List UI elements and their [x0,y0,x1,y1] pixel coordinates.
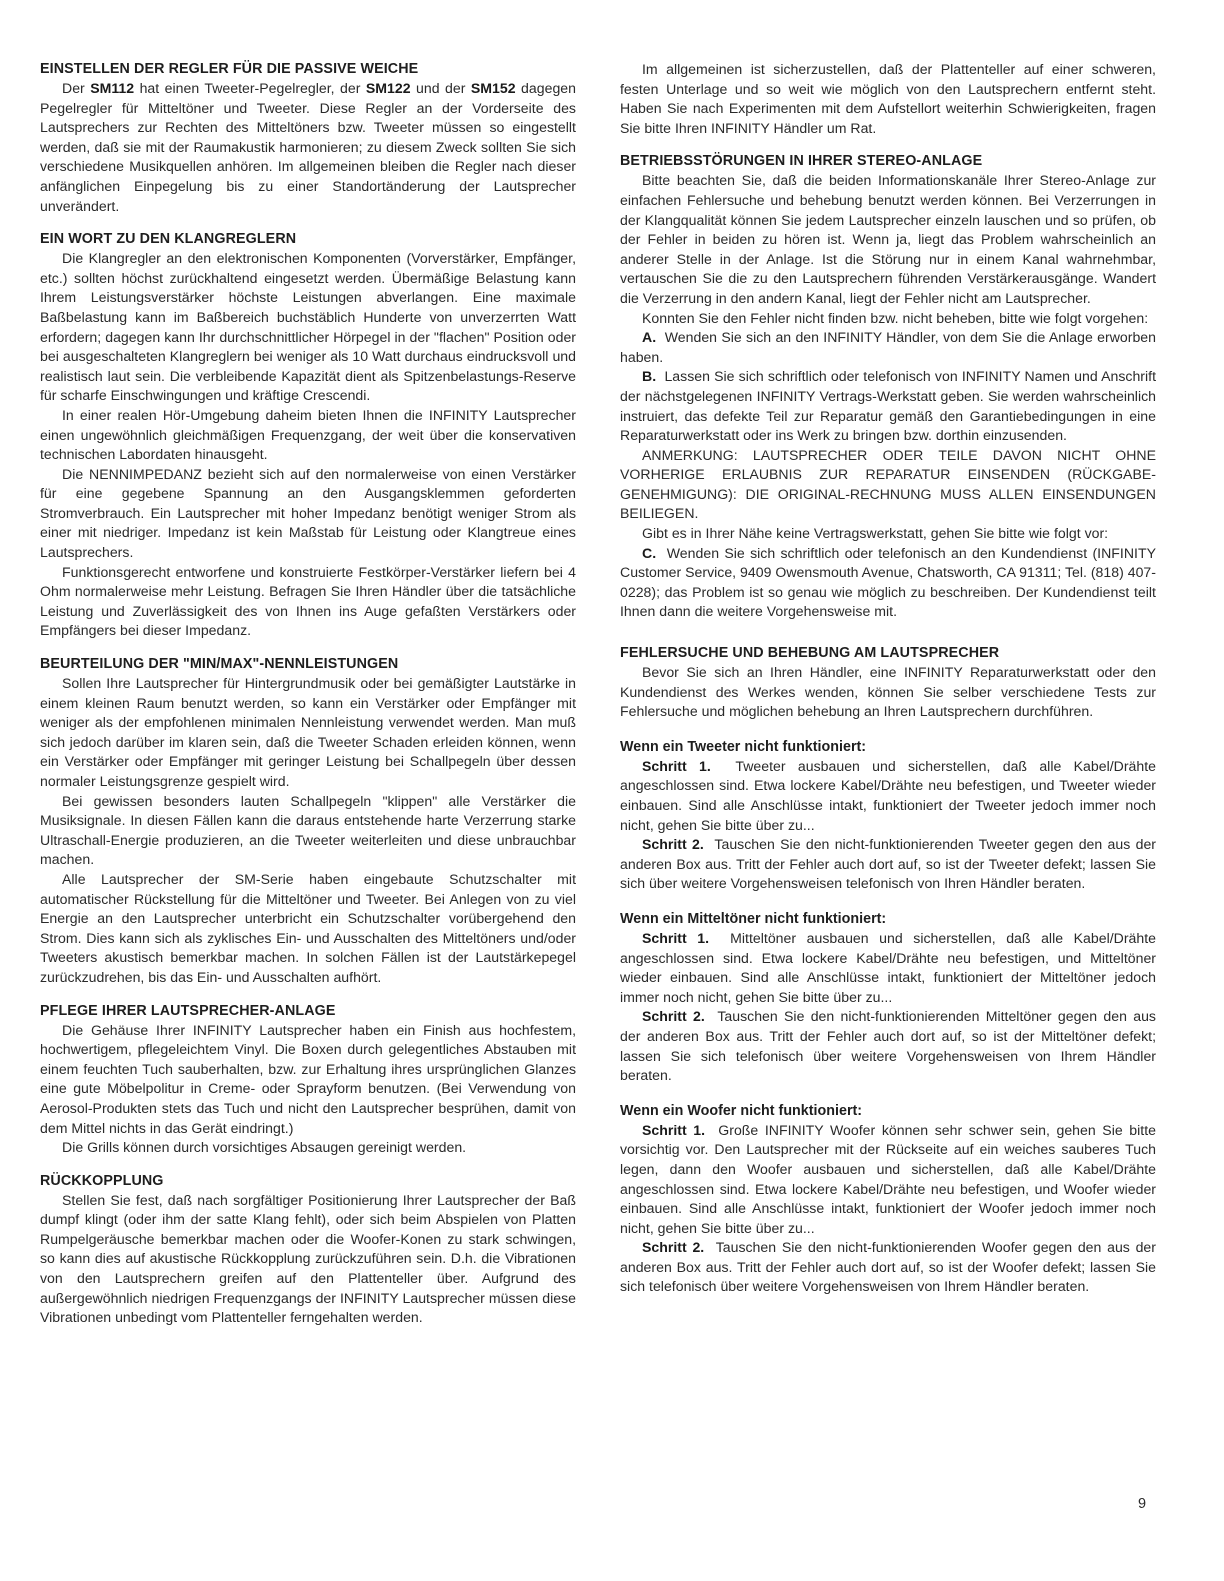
list-item-b: B. Lassen Sie sich schriftlich oder telefonisch von INFINITY Namen und Anschrift der nächstgelegenen INFINITY Vertrags-Werkstatt geben. Sie werden wahrscheinlich instruiert, das defekte Teil zur Reparatur gemäß den Garantiebedingungen in eine Reparaturwerkstatt oder ins Werk zu bringen bzw. dorthin einzusenden. [620,368,1156,444]
subsection-tweeter [620,738,1156,894]
paragraph: Gibt es in Ihrer Nähe keine Vertragswerkstatt, gehen Sie bitte wie folgt vor: [642,525,1109,542]
subsection-midrange [620,910,1156,1086]
section-speaker-troubleshooting [620,644,1156,722]
section-tone-controls [40,230,576,641]
subsection-heading: Wenn ein Woofer nicht funktioniert: [620,1102,863,1119]
section-feedback [40,1172,576,1328]
list-item-c: C. Wenden Sie sich schriftlich oder telefonisch an den Kundendienst (INFINITY Customer Service, 9409 Owensmouth Avenue, Chatsworth, CA 91311; Tel. (818) 407-0228); das Problem ist so genau wie möglich zu beschreiben. Der Kundendienst teilt Ihnen dann die weitere Vorgehensweise mit. [620,544,1156,620]
step-2: Schritt 2. Tauschen Sie den nicht-funktionierenden Woofer gegen den aus der anderen Box aus. Tritt der Fehler auch dort auf, so ist der Woofer defekt; lassen Sie sich telefonisch über weitere Vorgehensweisen von Ihrem Händler beraten. [620,1239,1156,1295]
right-column [620,60,1156,1311]
step-1: Schritt 1. Tweeter ausbauen und sicherstellen, daß alle Kabel/Drähte angeschlossen sind. Etwa lockere Kabel/Drähte neu befestigen, und Tweeter wieder einbauen. Sind alle Anschlüsse intakt, funktioniert der Tweeter jedoch immer noch nicht, gehen Sie bitte über zu... [620,757,1156,833]
paragraph: Die NENNIMPEDANZ bezieht sich auf den normalerweise von einen Verstärker für eine gegebene Spannung an den Ausgangsklemmen geforderten Stromverbrauch. Ein Lautsprecher mit hoher Impedanz benötigt weniger Strom als einer mit niedriger. Impedanz ist kein Maßstab für Leistung oder Klangtreue eines Lautsprechers. [40,465,576,561]
section-heading: PFLEGE IHRER LAUTSPRECHER-ANLAGE [40,1002,336,1019]
section-turntable [620,60,1156,138]
paragraph: Stellen Sie fest, daß nach sorgfältiger Positionierung Ihrer Lautsprecher der Baß dumpf klingt (oder ihm der satte Klang fehlt), oder sich beim Abspielen von Platten Rumpelgeräusche bemerkbar machen oder die Woofer-Konen zu stark schwingen, so kann dies auf akustische Rückkopplung zurückzuführen sein. D.h. die Vibrationen von den Lautsprechern greifen auf den Plattenteller über. Aufgrund des außergewöhnlich niedrigen Frequenzgangs der INFINITY Lautsprecher müssen diese Vibrationen unbedingt vom Plattenteller ferngehalten werden. [40,1191,576,1326]
paragraph: Die Grills können durch vorsichtiges Absaugen gereinigt werden. [62,1139,467,1156]
paragraph: Alle Lautsprecher der SM-Serie haben eingebaute Schutzschalter mit automatischer Rückstellung für die Mitteltöner und Tweeter. Bei Anlegen von zu viel Energie an den Lautsprecher unterbricht ein Schutzschalter vorübergehend den Strom. Dies kann sich als zyklisches Ein- und Ausschalten des Mitteltöners und/oder Tweeters akustisch bemerkbar machen. In solchen Fällen ist der Lautstärkepegel zurückzudrehen, bis das Ein- und Ausschalten aufhört. [40,870,576,985]
paragraph: Funktionsgerecht entworfene und konstruierte Festkörper-Verstärker liefern bei 4 Ohm normalerweise mehr Leistung. Befragen Sie Ihren Händler über die tatsächliche Leistung und Zuverlässigkeit des von Ihnen ins Auge gefaßten Verstärkers oder Empfängers bei dieser Impedanz. [40,563,576,639]
subsection-heading: Wenn ein Mitteltöner nicht funktioniert: [620,910,887,927]
section-heading: FEHLERSUCHE UND BEHEBUNG AM LAUTSPRECHER [620,645,1000,662]
step-1: Schritt 1. Mitteltöner ausbauen und sicherstellen, daß alle Kabel/Drähte angeschlossen sind. Etwa lockere Kabel/Drähte neu befestigen, und Mitteltöner wieder einbauen. Sind alle Anschlüsse intakt, funktioniert der Mitteltöner jedoch immer noch nicht, gehen Sie bitte über zu... [620,929,1156,1005]
paragraph: Bitte beachten Sie, daß die beiden Informationskanäle Ihrer Stereo-Anlage zur einfachen Fehlersuche und behebung benutzt werden können. Bei Verzerrungen in der Klangqualität können Sie jedem Lautsprecher einzeln lauschen und so prüfen, ob der Fehler in beiden zu hören ist. Wenn ja, liegt das Problem wahrscheinlich an anderer Stelle in der Anlage. Ist die Störung nur in einem Kanal wahrnehmbar, vertauschen Sie die zu den Lautsprechern führenden Verstärkerausgänge. Wandert die Verzerrung in den andern Kanal, liegt der Fehler nicht am Lautsprecher. [620,172,1156,306]
paragraph: Der SM112 hat einen Tweeter-Pegelregler, der SM122 und der SM152 dagegen Pegelregler für Mitteltöner und Tweeter. Diese Regler an der Vorderseite des Lautsprechers zur Rechten des Mitteltöners bzw. Tweeter müssen so eingestellt werden, daß sie mit der Raumakustik harmonieren; zu diesem Zweck sollten Sie sich verschiedene Musikquellen anhören. Im allgemeinen bleiben die Regler nach dieser anfänglichen Einpegelung bis zu einer Standortänderung der Lautsprecher unverändert. [40,80,576,214]
paragraph: Bei gewissen besonders lauten Schallpegeln "klippen" alle Verstärker die Musiksignale. In diesen Fällen kann die daraus entstehende harte Verzerrung starke Ultraschall-Energie produzieren, an die Tweeter weiterleiten und diese unbrauchbar machen. [40,792,576,868]
step-2: Schritt 2. Tauschen Sie den nicht-funktionierenden Tweeter gegen den aus der anderen Box aus. Tritt der Fehler auch dort auf, so ist der Tweeter defekt; lassen Sie sich über weitere Vorgehensweisen telefonisch von Ihren Händler beraten. [620,836,1157,892]
subsection-woofer [620,1102,1156,1297]
paragraph: In einer realen Hör-Umgebung daheim bieten Ihnen die INFINITY Lautsprecher einen ungewöhnlich gleichmäßigen Frequenzgang, der weit über die konservativen technischen Labordaten hinausgeht. [40,406,576,463]
list-item-a: A. Wenden Sie sich an den INFINITY Händler, von dem Sie die Anlage erworben haben. [620,329,1156,365]
left-column [40,60,576,1342]
section-passive-crossover [40,60,576,216]
paragraph: Konnten Sie den Fehler nicht finden bzw. nicht beheben, bitte wie folgt vorgehen: [642,309,1149,326]
section-heading: BEURTEILUNG DER "MIN/MAX"-NENNLEISTUNGEN [40,656,399,673]
paragraph: Sollen Ihre Lautsprecher für Hintergrundmusik oder bei gemäßigter Lautstärke in einem kleinen Raum benutzt werden, so kann ein Verstärker oder Empfänger mit weniger als der empfohlenen minimalen Nennleistung verwendet werden. Man muß sich jedoch darüber im klaren sein, daß die Tweeter Schaden erleiden können, wenn ein Verstärker oder Empfänger mit geringer Leistung bei Schallpegeln über dessen normaler Leistungsgrenze gespielt wird. [40,675,576,789]
note-paragraph: ANMERKUNG: LAUTSPRECHER ODER TEILE DAVON NICHT OHNE VORHERIGE ERLAUBNIS ZUR REPARATUR EINSENDEN (RÜCKGABE-GENEHMIGUNG): DIE ORIGINAL-RECHNUNG MUSS ALLEN EINSENDUNGEN BEILIEGEN. [620,446,1156,522]
page-number: 9 [1138,1496,1147,1512]
section-heading: EIN WORT ZU DEN KLANGREGLERN [40,231,297,248]
step-2: Schritt 2. Tauschen Sie den nicht-funktionierenden Mitteltöner gegen den aus der anderen Box aus. Tritt der Fehler auch dort auf, so ist der Mitteltöner defekt; lassen Sie sich telefonisch über weitere Vorgehensweisen von Ihrem Händler beraten. [620,1008,1156,1084]
section-min-max-ratings [40,655,576,988]
section-heading: EINSTELLEN DER REGLER FÜR DIE PASSIVE WEICHE [40,61,419,77]
step-1: Schritt 1. Große INFINITY Woofer können sehr schwer sein, gehen Sie bitte vorsichtig vor. Den Lautsprecher mit der Rückseite auf ein weiches sauberes Tuch legen, dann den Woofer ausbauen und sicherstellen, daß alle Kabel/Drähte angeschlossen sind. Etwa lockere Kabel/Drähte neu befestigen, und Woofer wieder einbauen. Sind alle Anschlüsse intakt, funktioniert der Woofer jedoch immer noch nicht, gehen Sie bitte über zu... [620,1121,1156,1236]
subsection-heading: Wenn ein Tweeter nicht funktioniert: [620,738,867,755]
paragraph: Die Klangregler an den elektronischen Komponenten (Vorverstärker, Empfänger, etc.) sollten höchst zurückhaltend eingesetzt werden. Übermäßige Belastung kann Ihrem Leistungsverstärker höchste Leistungen abverlangen. Eine maximale Baßbelastung kann im Baßbereich buchstäblich Hunderte von unverzerrten Watt erfordern; dagegen kann Ihr durchschnittlicher Hörpegel in der "flachen" Position oder bei ausgeschalteten Klangreglern bei weniger als 10 Watt durchaus eindrucksvoll und realistisch laut sein. Die verbleibende Kapazität dient als Spitzenbelastungs-Reserve für scharfe Einschwingungen und kräftige Crescendi. [40,250,576,404]
paragraph: Im allgemeinen ist sicherzustellen, daß der Plattenteller auf einer schweren, festen Unterlage und so weit wie möglich von den Lautsprechern entfernt steht. Haben Sie nach Experimenten mit dem Aufstellort weiterhin Schwierigkeiten, fragen Sie bitte Ihren INFINITY Händler um Rat. [620,61,1156,136]
section-stereo-faults [620,152,1156,622]
paragraph: Die Gehäuse Ihrer INFINITY Lautsprecher haben ein Finish aus hochfestem, hochwertigem, pflegeleichtem Vinyl. Die Boxen durch gelegentliches Abstauben mit einem feuchten Tuch sauberhalten, bzw. zur Erhaltung ihres ursprünglichen Glanzes eine gute Möbelpolitur in Creme- oder Sprayform benutzen. (Bei Verwendung von Aerosol-Produkten stets das Tuch und nicht den Lautsprecher besprühen, damit von dem Mittel nichts in das Gerät eindringt.) [40,1021,576,1136]
paragraph: Bevor Sie sich an Ihren Händler, eine INFINITY Reparaturwerkstatt oder den Kundendienst des Werkes wenden, können Sie selber verschiedene Tests zur Fehlersuche und möglichen behebung an Ihren Lautsprechern durchführen. [620,664,1156,720]
section-care [40,1002,576,1158]
section-heading: BETRIEBSSTÖRUNGEN IN IHRER STEREO-ANLAGE [620,153,983,170]
section-heading: RÜCKKOPPLUNG [40,1172,164,1189]
